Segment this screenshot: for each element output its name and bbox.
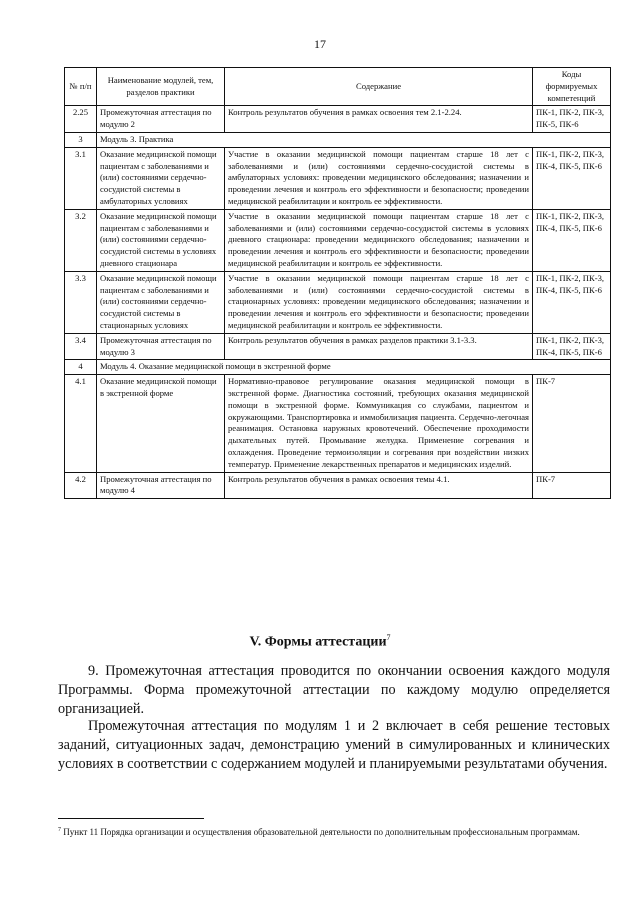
footnote-divider: [58, 818, 204, 819]
table-row: [65, 271, 611, 333]
row-num: 3.3: [65, 271, 97, 333]
row-num: 3.4: [65, 333, 97, 360]
header-codes: Коды формируемых компетенций: [533, 68, 611, 106]
module-title: Модуль 3. Практика: [97, 132, 611, 147]
footnote: [58, 824, 610, 839]
row-content: Контроль результатов обучения в рамках освоения тем 2.1-2.24.: [225, 106, 533, 133]
table-row: [65, 472, 611, 499]
row-content: Нормативно-правовое регулирование оказания медицинской помощи в экстренной форме. Диагностика состояний, требующих оказания медицинской помощи в экстренной форме. Коммуникация со службами, пациентом и окружающими. Транспортировка и иммобилизация пациента. Сердечно-легочная реанимация. Остановка наружных кровотечений. Обеспечение проходимости дыхательных путей. Промывание желудка. Применение согревания и охлаждения. Проведение термоизоляции и согревания при воздействии низких температур. Применение лекарственных препаратов и медицинских изделий.: [225, 375, 533, 472]
header-name: Наименование модулей, тем, разделов практики: [97, 68, 225, 106]
row-num: 4.1: [65, 375, 97, 472]
row-codes: ПК-7: [533, 472, 611, 499]
module-row: [65, 132, 611, 147]
row-codes: ПК-7: [533, 375, 611, 472]
section-heading-text: V. Формы аттестации: [249, 634, 387, 650]
module-title: Модуль 4. Оказание медицинской помощи в экстренной форме: [97, 360, 611, 375]
table-row: [65, 106, 611, 133]
row-codes: ПК-1, ПК-2, ПК-3, ПК-5, ПК-6: [533, 106, 611, 133]
row-codes: ПК-1, ПК-2, ПК-3, ПК-4, ПК-5, ПК-6: [533, 209, 611, 271]
header-num: № п/п: [65, 68, 97, 106]
row-name: Промежуточная аттестация по модулю 3: [97, 333, 225, 360]
curriculum-table: [64, 67, 611, 499]
row-codes: ПК-1, ПК-2, ПК-3, ПК-4, ПК-5, ПК-6: [533, 333, 611, 360]
row-num: 3.1: [65, 147, 97, 209]
table-row: [65, 333, 611, 360]
row-num: 3.2: [65, 209, 97, 271]
row-num: 4.2: [65, 472, 97, 499]
footnote-ref: 7: [386, 633, 391, 642]
header-content: Содержание: [225, 68, 533, 106]
table-row: [65, 147, 611, 209]
row-name: Промежуточная аттестация по модулю 2: [97, 106, 225, 133]
row-name: Оказание медицинской помощи в экстренной форме: [97, 375, 225, 472]
row-name: Оказание медицинской помощи пациентам с заболеваниями и (или) состояниями сердечно-сосудистой системы в стационарных условиях: [97, 271, 225, 333]
row-content: Контроль результатов обучения в рамках разделов практики 3.1-3.3.: [225, 333, 533, 360]
row-content: Участие в оказании медицинской помощи пациентам старше 18 лет с заболеваниями и (или) состояниями сердечно-сосудистой системы в амбулаторных условиях: проведении медицинского обследования; назначении и проведении лечения и контроль его эффективности и безопасности; проведении медицинской реабилитации и контроль ее эффективности.: [225, 147, 533, 209]
row-num: 2.25: [65, 106, 97, 133]
row-name: Промежуточная аттестация по модулю 4: [97, 472, 225, 499]
page-number: 17: [314, 37, 326, 51]
row-content: Контроль результатов обучения в рамках освоения темы 4.1.: [225, 472, 533, 499]
paragraph: 9. Промежуточная аттестация проводится по окончании освоения каждого модуля Программы. Форма промежуточной аттестации по каждому модулю определяется организацией.: [58, 663, 610, 717]
paragraph: Промежуточная аттестация по модулям 1 и 2 включает в себя решение тестовых заданий, ситуационных задач, демонстрацию умений в симулированных и клинических условиях в соответствии с содержанием модулей и планируемыми результатами обучения.: [58, 718, 610, 772]
row-content: Участие в оказании медицинской помощи пациентам старше 18 лет с заболеваниями и (или) состояниями сердечно-сосудистой системы в условиях дневного стационара: проведении медицинского обследования; назначении и проведении лечения и контроль его эффективности и безопасности; проведении медицинской реабилитации и контроль ее эффективности.: [225, 209, 533, 271]
table-row: [65, 209, 611, 271]
footnote-text: Пункт 11 Порядка организации и осуществления образовательной деятельности по дополнительным профессиональным программам.: [63, 827, 580, 837]
footnote-mark: 7: [58, 827, 61, 833]
module-row: [65, 360, 611, 375]
module-num: 4: [65, 360, 97, 375]
row-content: Участие в оказании медицинской помощи пациентам старше 18 лет с заболеваниями и (или) состояниями сердечно-сосудистой системы в стационарных условиях: проведении медицинского обследования; назначении и проведении лечения и контроль его эффективности и безопасности; проведении медицинской реабилитации и контроль ее эффективности.: [225, 271, 533, 333]
module-num: 3: [65, 132, 97, 147]
row-codes: ПК-1, ПК-2, ПК-3, ПК-4, ПК-5, ПК-6: [533, 271, 611, 333]
table-header-row: [65, 68, 611, 106]
row-codes: ПК-1, ПК-2, ПК-3, ПК-4, ПК-5, ПК-6: [533, 147, 611, 209]
section-heading: [0, 633, 640, 651]
row-name: Оказание медицинской помощи пациентам с заболеваниями и (или) состояниями сердечно-сосудистой системы в амбулаторных условиях: [97, 147, 225, 209]
row-name: Оказание медицинской помощи пациентам с заболеваниями и (или) состояниями сердечно-сосудистой системы в условиях дневного стационара: [97, 209, 225, 271]
table-row: [65, 375, 611, 472]
